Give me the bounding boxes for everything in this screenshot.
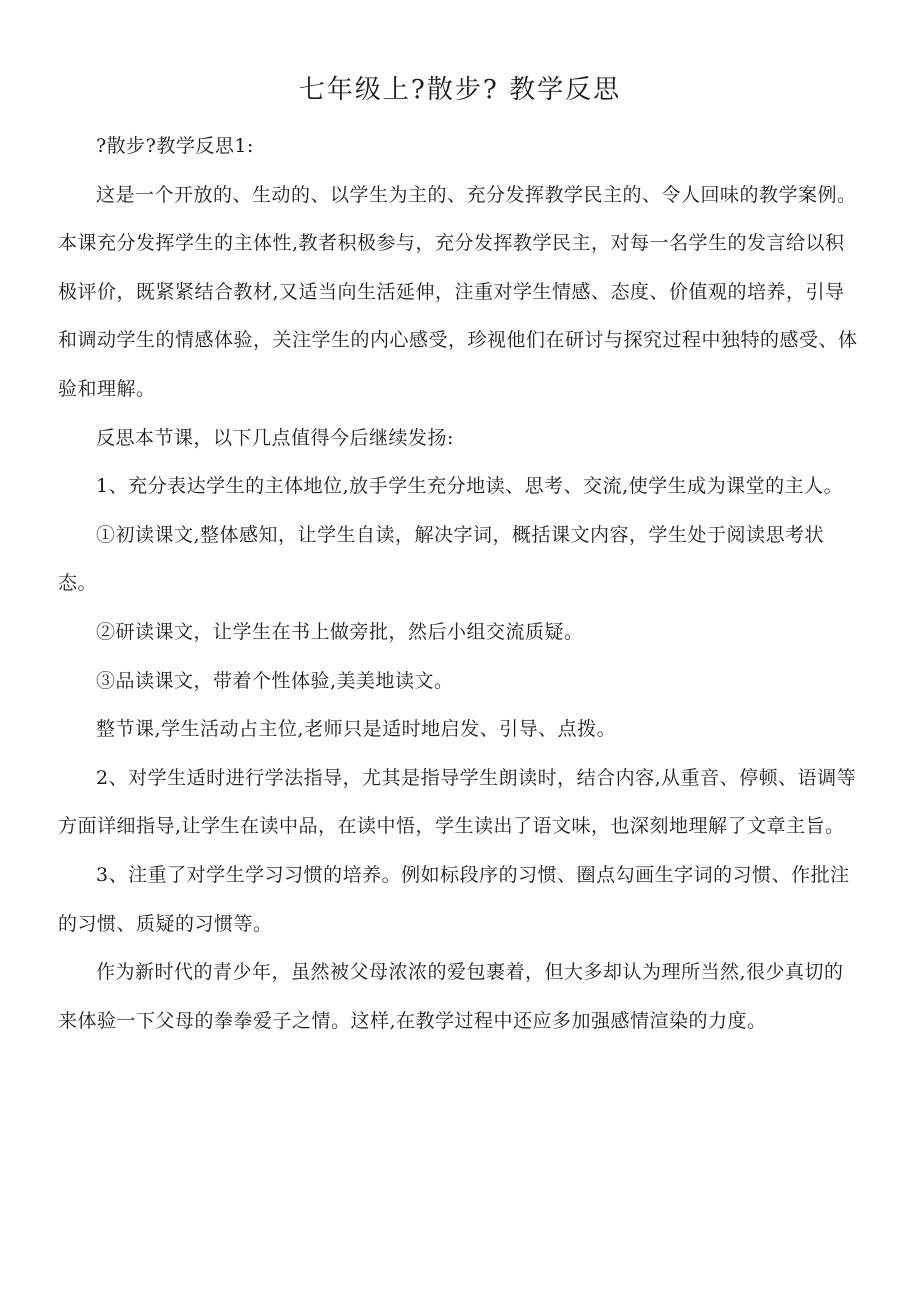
document-body xyxy=(58,122,858,1045)
paragraph-reflection-lead: 反思本节课，以下几点值得今后继续发扬: xyxy=(96,426,454,449)
document-title: 七年级上?散步? 教学反思 xyxy=(298,75,622,105)
paragraph-intro: 这是一个开放的、生动的、以学生为主的、充分发挥教学民主的、令人回味的教学案例。本课充分发挥学生的主体性,教者积极参与，充分发挥教学民主，对每一名学生的发言给以积极评价，既紧紧结合教材,又适当向生活延伸，注重对学生情感、态度、价值观的培养，引导和调动学生的情感体验，关注学生的内心感受，珍视他们在研讨与探究过程中独特的感受、体验和理解。 xyxy=(58,183,858,400)
paragraph-point-3: 3、注重了对学生学习习惯的培养。例如标段序的习惯、圈点勾画生字词的习惯、作批注的习惯、质疑的习惯等。 xyxy=(58,863,850,935)
paragraph-closing: 作为新时代的青少年，虽然被父母浓浓的爱包裹着，但大多却认为理所当然,很少真切的来体验一下父母的拳拳爱子之情。这样,在教学过程中还应多加强感情渲染的力度。 xyxy=(58,961,844,1032)
paragraph-point-1: 1、充分表达学生的主体地位,放手学生充分地读、思考、交流,使学生成为课堂的主人。 xyxy=(96,475,844,498)
paragraph-sub-point-3: ③品读课文，带着个性体验,美美地读文。 xyxy=(96,669,454,692)
paragraph-sub-point-2: ②研读课文，让学生在书上做旁批，然后小组交流质疑。 xyxy=(96,620,584,643)
paragraph-point-2: 2、对学生适时进行学法指导，尤其是指导学生朗读时，结合内容,从重音、停顿、语调等方面详细指导,让学生在读中品，在读中悟，学生读出了语文味，也深刻地理解了文章主旨。 xyxy=(58,766,857,838)
section-heading: ?散步?教学反思1: xyxy=(96,135,254,157)
paragraph-sub-point-1: ①初读课文,整体感知，让学生自读，解决字词，概括课文内容，学生处于阅读思考状态。 xyxy=(58,523,825,595)
paragraph-summary: 整节课,学生活动占主位,老师只是适时地启发、引导、点拨。 xyxy=(96,718,617,741)
